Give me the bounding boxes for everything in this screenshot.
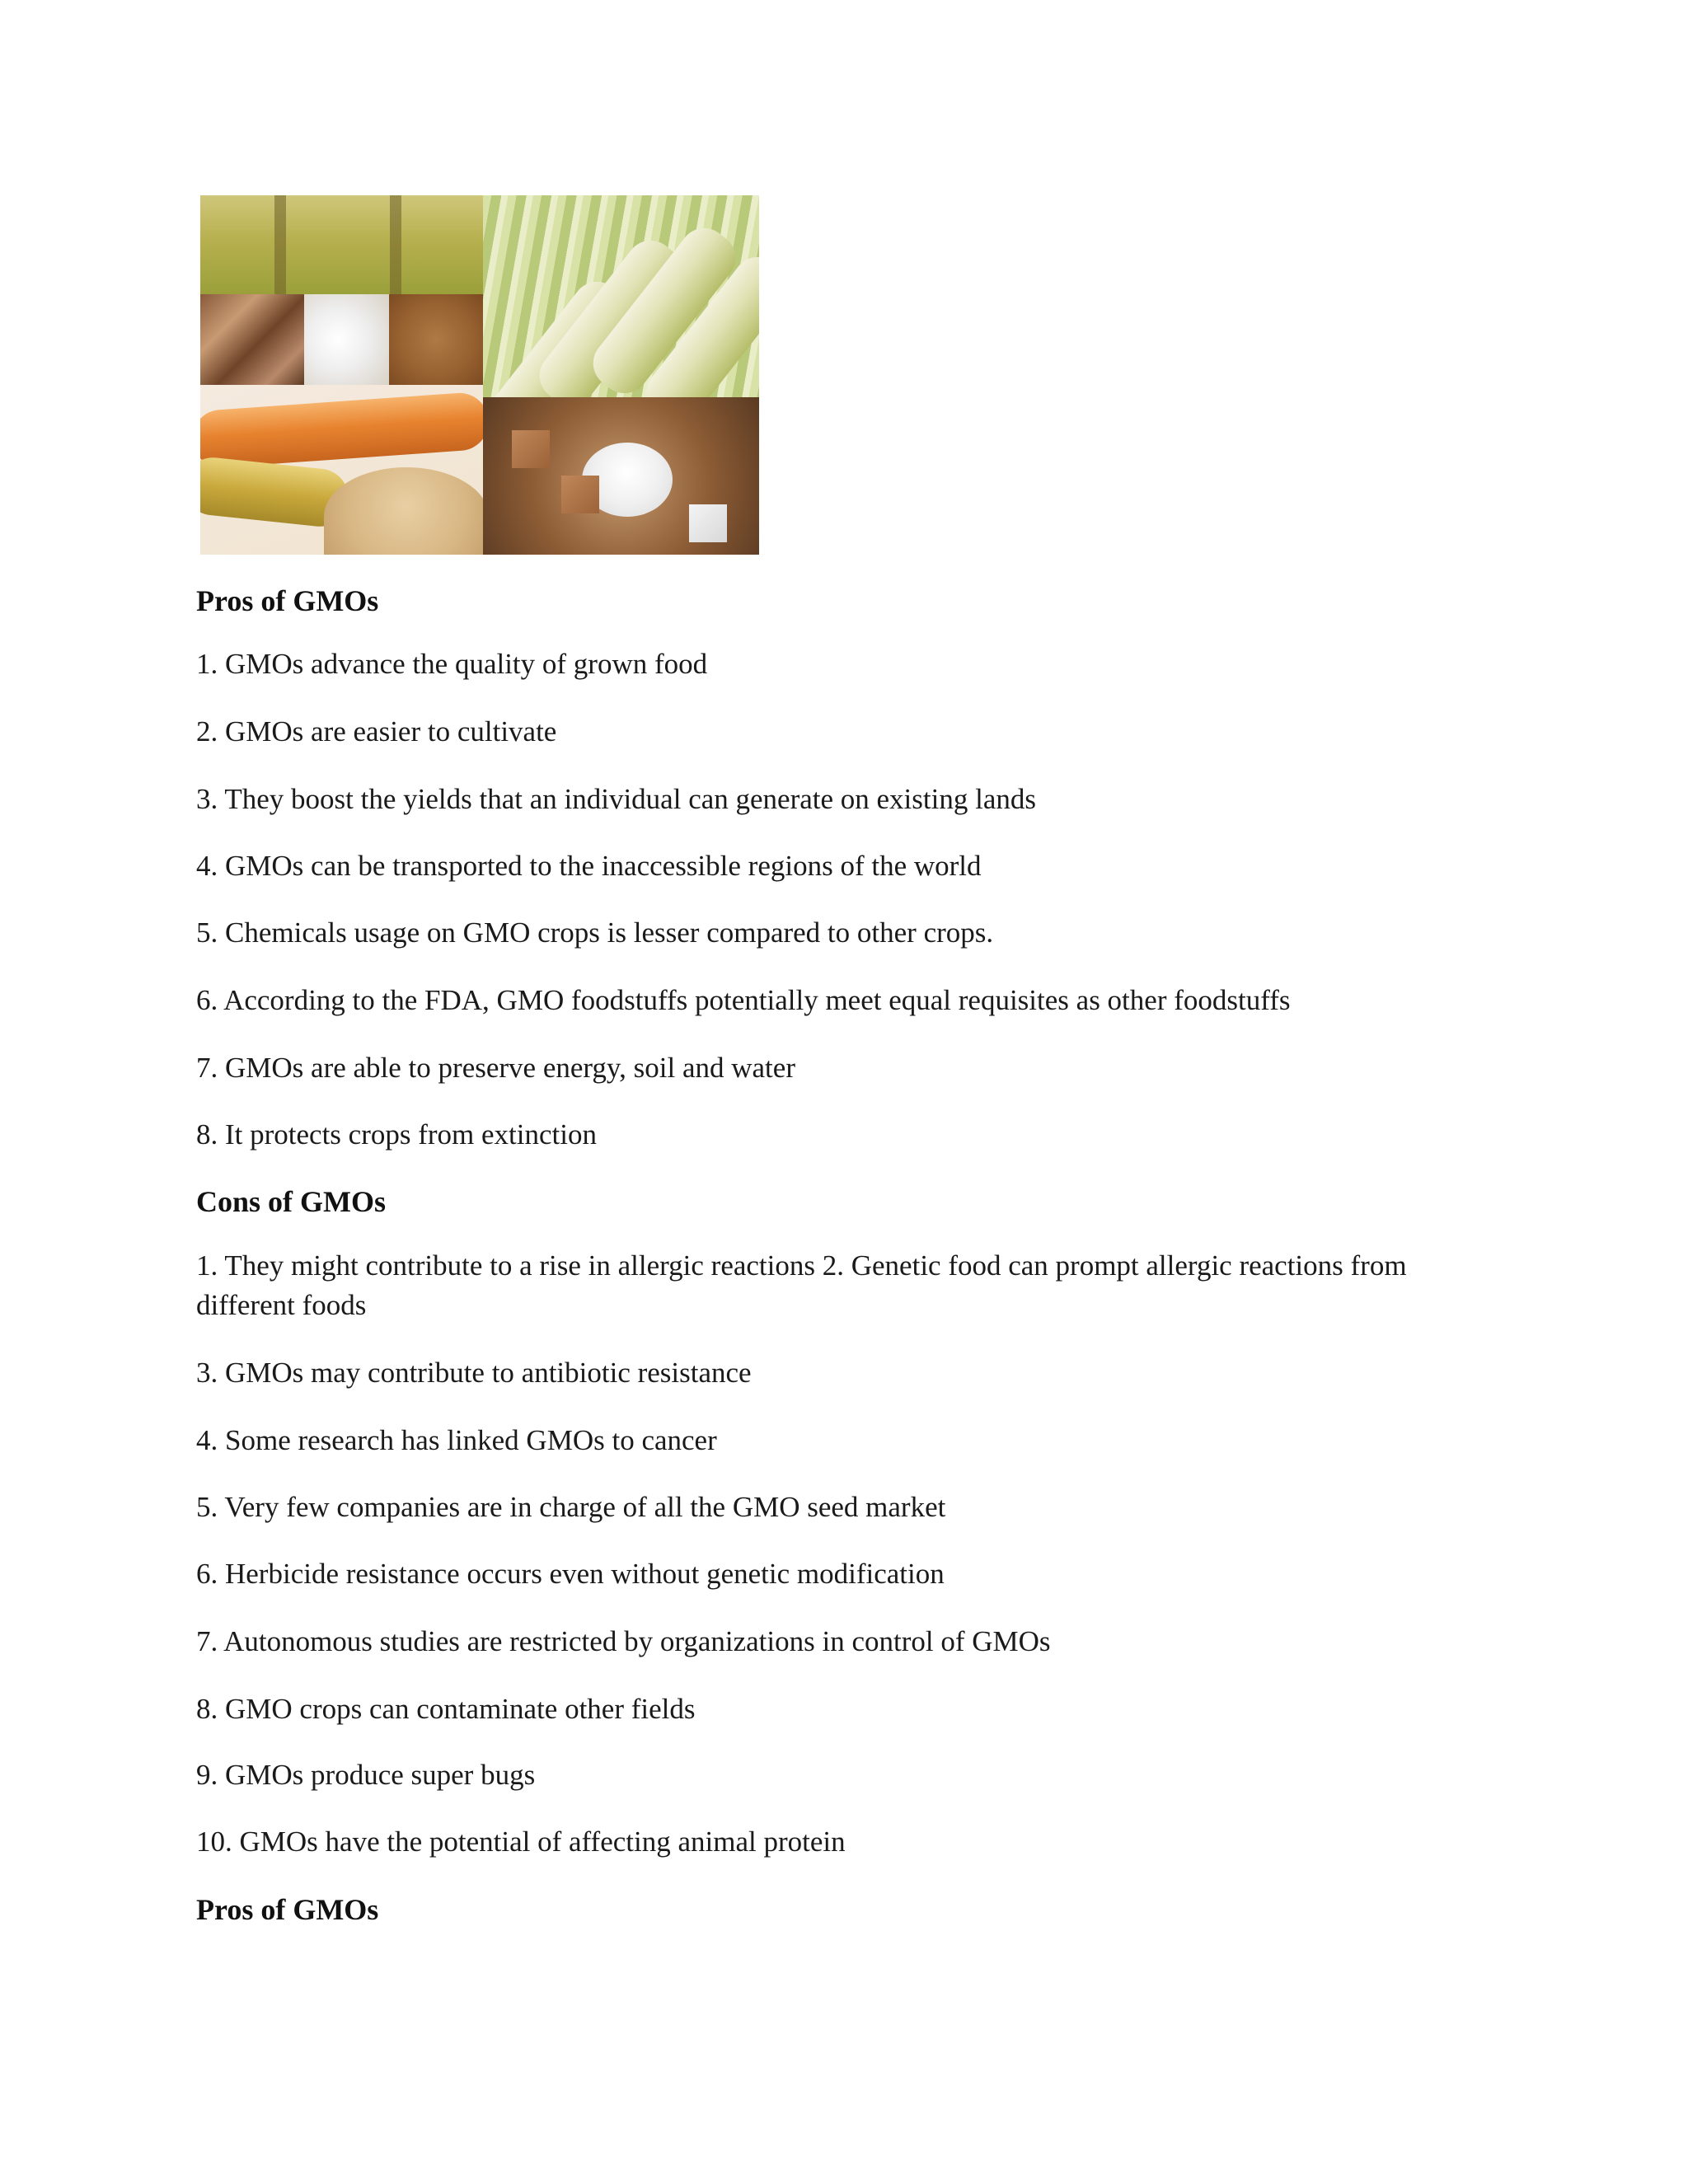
pros-item: 3. They boost the yields that an individual can generate on existing lands — [196, 783, 1036, 815]
cons-heading: Cons of GMOs — [196, 1185, 387, 1218]
pros-item: 4. GMOs can be transported to the inaccessible regions of the world — [196, 850, 982, 882]
sugarcane-stalks-photo — [200, 195, 483, 294]
cons-item: 10. GMOs have the potential of affecting animal protein — [196, 1825, 846, 1858]
sugar-cubes-photo — [483, 397, 759, 555]
orange-cane-and-sugar-photo — [200, 385, 483, 555]
pros-item: 5. Chemicals usage on GMO crops is lesser compared to other crops. — [196, 916, 994, 949]
pros-item: 7. GMOs are able to preserve energy, soil and water — [196, 1052, 795, 1084]
pros-item: 2. GMOs are easier to cultivate — [196, 715, 557, 748]
cons-item: 9. GMOs produce super bugs — [196, 1759, 536, 1791]
pros-heading: Pros of GMOs — [196, 584, 379, 617]
cons-item: 5. Very few companies are in charge of all the GMO seed market — [196, 1491, 946, 1523]
sugarcane-collage-image — [200, 195, 759, 555]
collage-right-panel — [483, 195, 759, 555]
cons-item: 3. GMOs may contribute to antibiotic resistance — [196, 1357, 752, 1389]
sugar-varieties-photo — [200, 294, 483, 385]
cons-item: 7. Autonomous studies are restricted by organizations in control of GMOs — [196, 1625, 1051, 1657]
cons-item: 1. They might contribute to a rise in allergic reactions 2. Genetic food can prompt allergic reactions from different foods — [196, 1249, 1407, 1321]
pros-item: 6. According to the FDA, GMO foodstuffs potentially meet equal requisites as other foodstuffs — [196, 984, 1291, 1016]
collage-left-panel — [200, 195, 483, 555]
cons-item: 6. Herbicide resistance occurs even without genetic modification — [196, 1558, 945, 1590]
cons-item: 8. GMO crops can contaminate other fields — [196, 1693, 696, 1725]
pros-item: 1. GMOs advance the quality of grown food — [196, 648, 708, 680]
footer-pros-heading: Pros of GMOs — [196, 1893, 379, 1926]
cons-item: 4. Some research has linked GMOs to cancer — [196, 1424, 717, 1456]
pros-item: 8. It protects crops from extinction — [196, 1118, 597, 1151]
